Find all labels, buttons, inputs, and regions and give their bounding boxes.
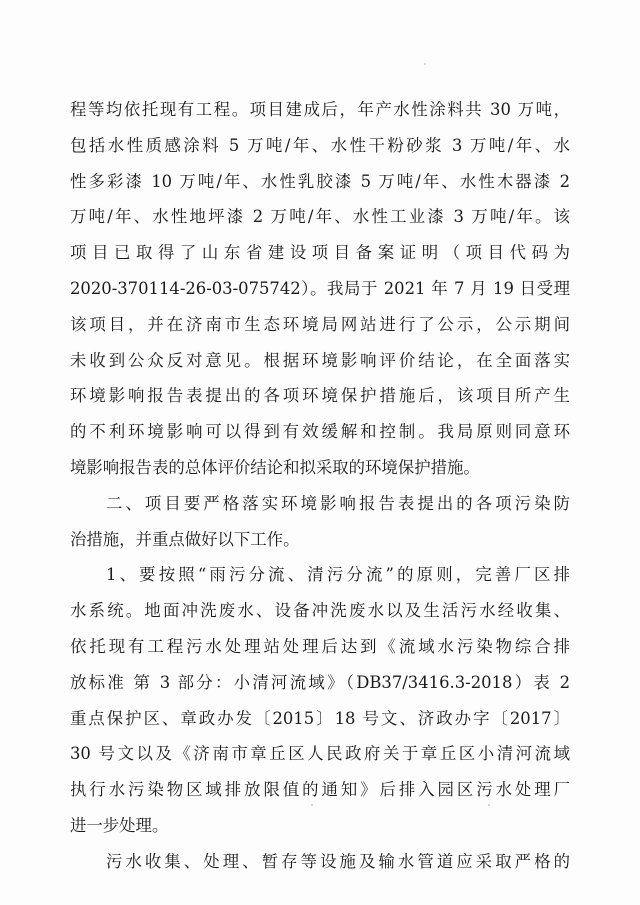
text-line: 的不利环境影响可以得到有效缓解和控制。我局原则同意环 [70, 422, 570, 442]
text-line: 性多彩漆 10 万吨/年、水性乳胶漆 5 万吨/年、水性木器漆 2 [70, 171, 570, 191]
text-line: 包括水性质感涂料 5 万吨/年、水性干粉砂浆 3 万吨/年、水 [70, 135, 570, 155]
section-heading-line: 二、项目要严格落实环境影响报告表提出的各项污染防 [106, 493, 570, 513]
text-line: 程等均依托现有工程。项目建成后，年产水性涂料共 30 万吨， [70, 100, 570, 119]
text-line: 依托现有工程污水处理站处理后达到《流域水污染物综合排 [70, 636, 570, 656]
paragraph-sewage-facilities [70, 844, 570, 880]
text-line: 进一步处理。 [70, 815, 169, 835]
text-line: 放标准 第 3 部分：小清河流域》（DB37/3416.3-2018）表 2 [70, 672, 570, 692]
text-line: 2020-370114-26-03-075742）。我局于 2021 年 7 月 19 日受理 [70, 278, 570, 298]
text-line: 30 号文以及《济南市章丘区人民政府关于章丘区小清河流域 [70, 744, 570, 764]
list-item-line: 1、要按照“雨污分流、清污分流”的原则，完善厂区排 [106, 565, 570, 585]
scan-speck [311, 804, 313, 806]
text-line: 水系统。地面冲洗废水、设备冲洗废水以及生活污水经收集、 [70, 601, 570, 621]
text-line: 万吨/年、水性地坪漆 2 万吨/年、水性工业漆 3 万吨/年。该 [70, 207, 570, 227]
paragraph-project-summary [70, 92, 570, 486]
text-line: 治措施，并重点做好以下工作。 [70, 529, 300, 549]
scan-speck [488, 804, 490, 806]
document-body [70, 92, 570, 880]
paragraph-section-two [70, 486, 570, 558]
paragraph-item-one [70, 557, 570, 843]
text-line: 执行水污染物区域排放限值的通知》后排入园区污水处理厂 [70, 780, 570, 800]
text-line: 该项目，并在济南市生态环境局网站进行了公示，公示期间 [70, 314, 570, 334]
text-line: 环境影响报告表提出的各项环境保护措施后，该项目所产生 [70, 386, 570, 406]
text-line: 项目已取得了山东省建设项目备案证明（项目代码为 [70, 243, 570, 263]
text-line: 污水收集、处理、暂存等设施及输水管道应采取严格的 [106, 851, 570, 871]
text-line: 未收到公众反对意见。根据环境影响评价结论，在全面落实 [70, 350, 570, 370]
text-line: 境影响报告表的总体评价结论和拟采取的环境保护措施。 [70, 457, 480, 477]
scan-speck [424, 63, 426, 65]
text-line: 重点保护区、章政办发〔2015〕18 号文、济政办字〔2017〕 [70, 708, 570, 728]
